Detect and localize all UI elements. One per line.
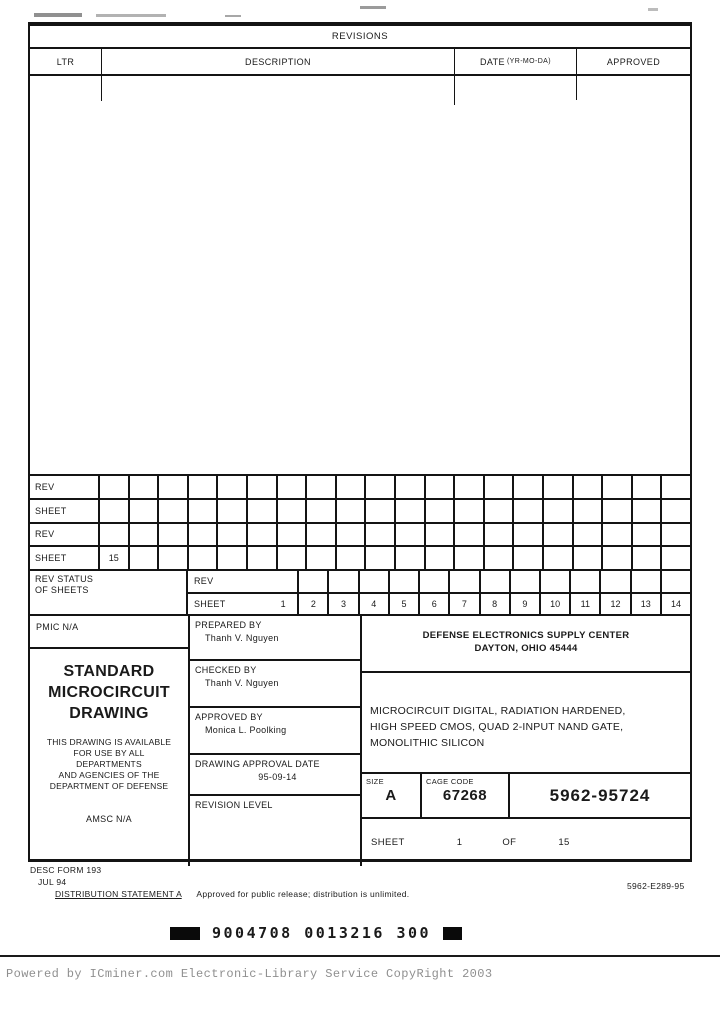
revisions-column-headers	[30, 49, 690, 76]
rev-row-label: REV	[30, 524, 100, 546]
date-format-hint: (YR-MO-DA)	[506, 58, 551, 65]
sheet-row-label: SHEET	[30, 500, 100, 522]
grid-cell	[542, 524, 572, 546]
grid-cell	[246, 524, 276, 546]
grid-cell	[509, 571, 539, 592]
approval-date-field	[190, 755, 360, 796]
grid-cell	[305, 547, 335, 569]
grid-cell	[276, 524, 306, 546]
grid-cell: 9	[509, 594, 539, 615]
grid-cell	[631, 476, 661, 498]
sheet-15-cell: 15	[108, 553, 119, 564]
grid-cell	[364, 547, 394, 569]
grid-cell	[216, 500, 246, 522]
grid-cell	[601, 547, 631, 569]
column-header-description: DESCRIPTION	[102, 49, 455, 74]
title-line: DRAWING	[69, 705, 149, 722]
grid-cell	[335, 476, 365, 498]
grid-cell: 7	[448, 594, 478, 615]
scan-artifact	[96, 14, 166, 17]
sheet-row	[30, 547, 690, 571]
rev-row	[30, 476, 690, 500]
grid-cell	[542, 500, 572, 522]
grid-cell	[364, 476, 394, 498]
grid-cell	[100, 476, 128, 498]
size-label: SIZE	[366, 777, 384, 786]
grid-cell	[483, 500, 513, 522]
size-cage-number-row	[362, 774, 690, 819]
cage-code-label: CAGE CODE	[426, 777, 474, 786]
issuing-center	[362, 616, 690, 673]
distribution-label: DISTRIBUTION STATEMENT A	[55, 889, 182, 899]
grid-cell	[246, 500, 276, 522]
grid-cell	[276, 547, 306, 569]
barcode-mark-right-icon	[443, 927, 462, 940]
approved-by-label: APPROVED BY	[195, 712, 263, 722]
grid-cell	[276, 500, 306, 522]
checked-by-field	[190, 661, 360, 708]
grid-cell	[512, 476, 542, 498]
grid-cell	[572, 547, 602, 569]
grid-cell	[631, 524, 661, 546]
grid-cell	[187, 500, 217, 522]
column-divider-stub	[576, 76, 577, 100]
footer-divider	[0, 955, 720, 957]
grid-cell	[364, 524, 394, 546]
rev-status-of-sheets	[30, 571, 690, 614]
grid-cell: 14	[660, 594, 690, 615]
grid-cell	[453, 524, 483, 546]
center-name: DEFENSE ELECTRONICS SUPPLY CENTER	[422, 630, 630, 641]
grid-cell	[100, 500, 128, 522]
sheet-row-cells	[100, 547, 690, 569]
scan-artifact	[648, 8, 658, 11]
grid-cell	[187, 524, 217, 546]
grid-cell	[512, 524, 542, 546]
grid-cell	[128, 500, 158, 522]
grid-cell	[483, 547, 513, 569]
drawing-number: 5962-95724	[549, 785, 651, 805]
rev-row-label: REV	[30, 476, 100, 498]
approval-date-label: DRAWING APPROVAL DATE	[195, 759, 320, 769]
prepared-by-label: PREPARED BY	[195, 620, 262, 630]
column-header-date	[455, 49, 577, 74]
title-line: MICROCIRCUIT	[48, 684, 170, 701]
ocr-code-line	[170, 925, 462, 941]
column-divider-stub	[101, 76, 102, 101]
grid-cell	[394, 524, 424, 546]
grid-cell	[157, 476, 187, 498]
rev-status-grid	[188, 571, 690, 614]
column-divider-stub	[454, 76, 455, 105]
grid-cell	[305, 500, 335, 522]
grid-cell	[601, 500, 631, 522]
grid-cell	[297, 571, 327, 592]
amsc-field: AMSC N/A	[86, 814, 132, 824]
grid-cell	[128, 476, 158, 498]
grid-cell	[246, 547, 276, 569]
rev-status-sheet-numbers	[269, 594, 690, 615]
grid-cell	[128, 547, 158, 569]
barcode-mark-left-icon	[170, 927, 200, 940]
grid-cell	[569, 571, 599, 592]
grid-cell: 3	[327, 594, 357, 615]
approved-by-name: Monica L. Poolking	[205, 725, 287, 735]
grid-cell	[601, 476, 631, 498]
grid-cell	[269, 571, 297, 592]
grid-cell	[599, 571, 629, 592]
grid-cell	[660, 547, 690, 569]
grid-cell	[128, 524, 158, 546]
rev-status-line1: REV STATUS	[35, 574, 94, 584]
form-number: DESC FORM 193	[30, 865, 102, 875]
grid-cell	[388, 571, 418, 592]
sheet-row-label: SHEET	[30, 547, 100, 569]
grid-cell	[305, 476, 335, 498]
grid-cell	[424, 547, 454, 569]
grid-cell	[424, 524, 454, 546]
grid-cell: 10	[539, 594, 569, 615]
grid-cell	[246, 476, 276, 498]
grid-cell	[660, 524, 690, 546]
document-title	[30, 661, 188, 724]
approved-by-field	[190, 708, 360, 755]
grid-cell: 8	[479, 594, 509, 615]
grid-cell	[364, 500, 394, 522]
grid-cell	[394, 500, 424, 522]
scan-artifact	[225, 15, 241, 17]
grid-cell	[335, 524, 365, 546]
grid-cell: 12	[599, 594, 629, 615]
grid-cell	[453, 476, 483, 498]
grid-cell	[660, 476, 690, 498]
rev-status-sheet-row	[188, 594, 690, 615]
grid-cell: 11	[569, 594, 599, 615]
grid-cell: 2	[297, 594, 327, 615]
grid-cell	[631, 500, 661, 522]
revisions-header	[30, 26, 690, 49]
sheet-row-cells	[100, 500, 690, 522]
sheet-total: 15	[558, 837, 570, 848]
rev-status-rev-cells	[269, 571, 690, 592]
cage-code-field	[422, 774, 510, 817]
distribution-statement	[55, 889, 409, 899]
grid-cell	[660, 500, 690, 522]
grid-cell	[630, 571, 660, 592]
grid-cell	[542, 547, 572, 569]
grid-cell	[572, 500, 602, 522]
watermark-text: Powered by ICminer.com Electronic-Library Service CopyRight 2003	[6, 967, 493, 981]
grid-cell	[216, 547, 246, 569]
of-label: OF	[502, 837, 517, 848]
grid-cell	[216, 476, 246, 498]
grid-cell	[187, 547, 217, 569]
grid-cell	[305, 524, 335, 546]
rev-status-rev-row	[188, 571, 690, 594]
grid-cell: 4	[358, 594, 388, 615]
grid-cell	[424, 500, 454, 522]
pmic-field: PMIC N/A	[30, 616, 188, 649]
grid-cell	[187, 476, 217, 498]
rev-status-label	[30, 571, 188, 614]
rev-sheet-grid	[30, 474, 690, 571]
checked-by-name: Thanh V. Nguyen	[205, 678, 279, 688]
grid-cell	[424, 476, 454, 498]
column-header-approved: APPROVED	[606, 56, 661, 67]
standard-drawing-panel	[30, 649, 188, 866]
item-description: MICROCIRCUIT DIGITAL, RADIATION HARDENED, HIGH SPEED CMOS, QUAD 2-INPUT NAND GATE, MONOLITHIC SILICON	[362, 673, 690, 774]
grid-cell	[483, 524, 513, 546]
drawing-number-field	[510, 774, 690, 817]
grid-cell	[448, 571, 478, 592]
grid-cell	[157, 524, 187, 546]
grid-cell: 13	[630, 594, 660, 615]
rev-row-cells	[100, 476, 690, 498]
availability-statement: THIS DRAWING IS AVAILABLE FOR USE BY ALL DEPARTMENTS AND AGENCIES OF THE DEPARTMENT OF DEFENSE	[46, 737, 172, 791]
grid-cell	[335, 547, 365, 569]
scan-artifact	[34, 13, 82, 17]
document-reference: 5962-E289-95	[627, 881, 685, 891]
grid-cell	[157, 500, 187, 522]
revision-level-label: REVISION LEVEL	[195, 800, 273, 810]
checked-by-label: CHECKED BY	[195, 665, 257, 675]
rev-row	[30, 524, 690, 548]
title-line: STANDARD	[63, 663, 155, 680]
distribution-text: Approved for public release; distribution is unlimited.	[196, 889, 410, 899]
column-header-ltr: LTR	[30, 49, 102, 74]
title-block	[30, 614, 690, 866]
grid-cell: 6	[418, 594, 448, 615]
title-block-left	[30, 616, 190, 866]
revisions-title: REVISIONS	[331, 31, 389, 42]
grid-cell	[572, 476, 602, 498]
ocr-code-digits: 9004708 0013216 300	[212, 924, 432, 942]
grid-cell	[358, 571, 388, 592]
grid-cell	[479, 571, 509, 592]
grid-cell	[660, 571, 690, 592]
grid-cell	[483, 476, 513, 498]
rev-label: REV	[194, 576, 214, 587]
rev-row-cells	[100, 524, 690, 546]
date-label: DATE	[480, 56, 505, 67]
prepared-by-name: Thanh V. Nguyen	[205, 633, 279, 643]
grid-cell	[418, 571, 448, 592]
form-date: JUL 94	[38, 877, 67, 887]
sheet-row	[30, 500, 690, 524]
grid-cell	[394, 476, 424, 498]
grid-cell	[335, 500, 365, 522]
grid-cell	[453, 547, 483, 569]
approval-date-value: 95-09-14	[258, 772, 297, 782]
grid-cell	[572, 524, 602, 546]
grid-cell	[539, 571, 569, 592]
grid-cell	[100, 524, 128, 546]
grid-cell: 5	[388, 594, 418, 615]
grid-cell	[394, 547, 424, 569]
sheet-label: SHEET	[371, 837, 405, 848]
smd-form	[28, 22, 692, 862]
grid-cell: 1	[280, 598, 286, 609]
rev-status-line2: OF SHEETS	[35, 585, 89, 595]
prepared-by-field	[190, 616, 360, 661]
size-field	[362, 774, 422, 817]
sheet-number: 1	[456, 837, 463, 848]
grid-cell	[276, 476, 306, 498]
grid-cell	[327, 571, 357, 592]
scan-artifact	[360, 6, 386, 9]
center-location: DAYTON, OHIO 45444	[474, 643, 578, 654]
sheet-label: SHEET	[194, 598, 226, 609]
grid-cell	[601, 524, 631, 546]
sheet-count-row	[362, 819, 690, 866]
revision-level-field	[190, 796, 360, 866]
title-block-right	[362, 616, 690, 866]
grid-cell	[157, 547, 187, 569]
title-block-signatures	[190, 616, 362, 866]
size-value: A	[385, 787, 397, 804]
grid-cell	[542, 476, 572, 498]
grid-cell	[453, 500, 483, 522]
grid-cell	[631, 547, 661, 569]
grid-cell	[216, 524, 246, 546]
grid-cell	[512, 500, 542, 522]
revisions-entry-area	[30, 76, 690, 474]
grid-cell	[512, 547, 542, 569]
cage-code-value: 67268	[442, 787, 488, 804]
